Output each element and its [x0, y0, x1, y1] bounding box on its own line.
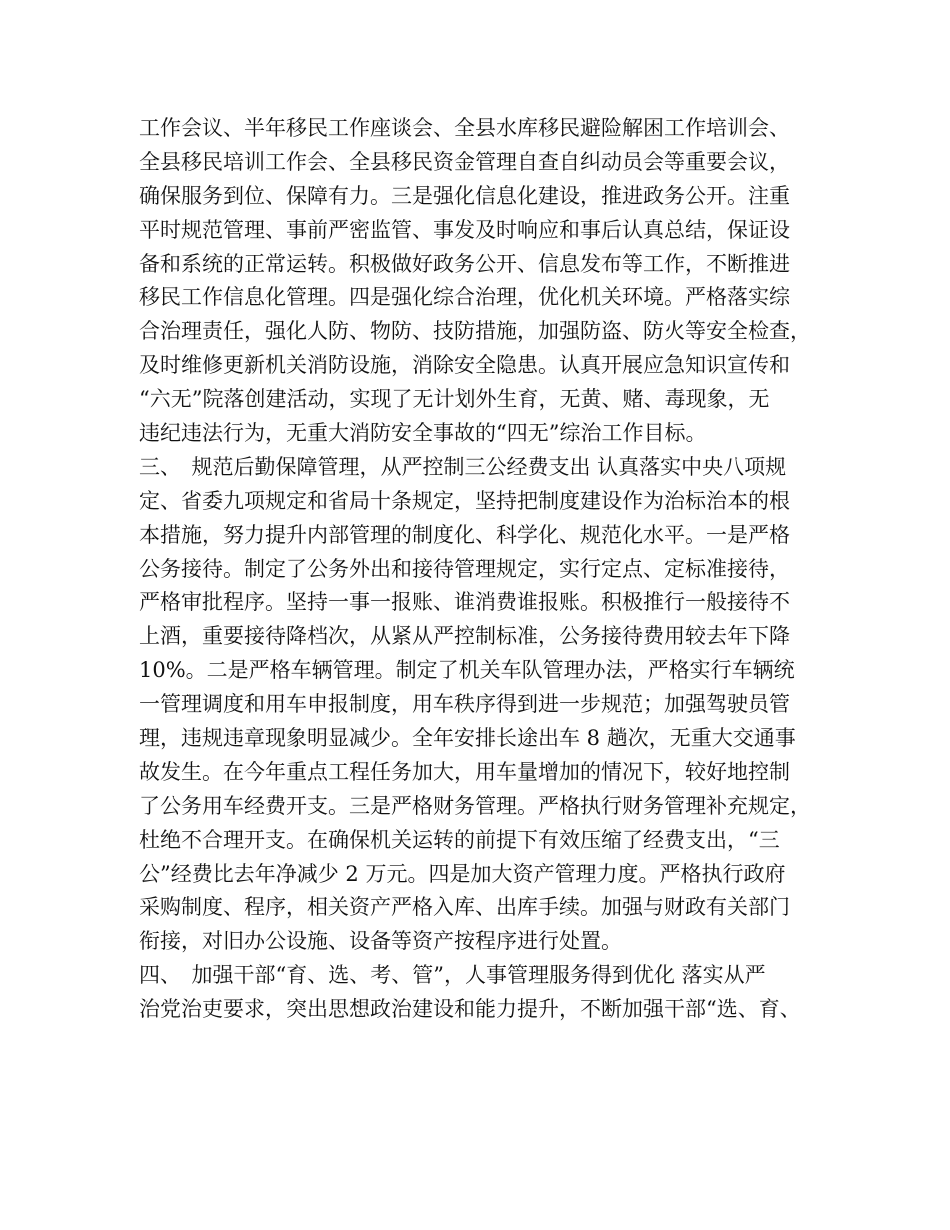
text-line: 平时规范管理、事前严密监管、事发及时响应和事后认真总结，保证设: [139, 217, 790, 242]
text-line: 本措施，努力提升内部管理的制度化、科学化、规范化水平。一是严格: [139, 522, 790, 547]
text-line: 公务接待。制定了公务外出和接待管理规定，实行定点、定标准接待，: [139, 556, 790, 581]
text-line: 采购制度、程序，相关资产严格入库、出库手续。加强与财政有关部门: [139, 895, 790, 920]
text-line: 了公务用车经费开支。三是严格财务管理。严格执行财务管理补充规定，: [139, 793, 811, 818]
text-line: 杜绝不合理开支。在确保机关运转的前提下有效压缩了经费支出，“三: [139, 827, 780, 852]
text-line: 备和系统的正常运转。积极做好政务公开、信息发布等工作，不断推进: [139, 251, 790, 276]
text-line: 严格审批程序。坚持一事一报账、谁消费谁报账。积极推行一般接待不: [139, 590, 790, 615]
text-line: 一管理调度和用车申报制度，用车秩序得到进一步规范；加强驾驶员管: [139, 692, 790, 717]
text-line: 移民工作信息化管理。四是强化综合治理，优化机关环境。严格落实综: [139, 285, 790, 310]
text-line: 公”经费比去年净减少 2 万元。四是加大资产管理力度。严格执行政府: [139, 861, 786, 886]
text-line: 定、省委九项规定和省局十条规定，坚持把制度建设作为治标治本的根: [139, 488, 790, 513]
text-line: 及时维修更新机关消防设施，消除安全隐患。认真开展应急知识宣传和: [139, 353, 790, 378]
section-heading-line: 三、 规范后勤保障管理，从严控制三公经费支出 认真落实中央八项规: [139, 454, 787, 479]
text-line: “六无”院落创建活动，实现了无计划外生育，无黄、赌、毒现象，无: [139, 387, 770, 412]
text-line: 治党治吏要求，突出思想政治建设和能力提升，不断加强干部“选、育、: [139, 997, 801, 1022]
text-line: 全县移民培训工作会、全县移民资金管理自查自纠动员会等重要会议，: [139, 149, 790, 174]
body-text: [139, 112, 829, 1027]
text-line: 违纪违法行为，无重大消防安全事故的“四无”综治工作目标。: [139, 421, 707, 446]
text-line: 合治理责任，强化人防、物防、技防措施，加强防盗、防火等安全检查，: [139, 319, 811, 344]
text-line: 10%。二是严格车辆管理。制定了机关车队管理办法，严格实行车辆统: [139, 658, 795, 683]
text-line: 衔接，对旧办公设施、设备等资产按程序进行处置。: [139, 929, 622, 954]
section-heading-line: 四、 加强干部“育、选、考、管”，人事管理服务得到优化 落实从严: [139, 963, 766, 988]
text-line: 理，违规违章现象明显减少。全年安排长途出车 8 趟次，无重大交通事: [139, 726, 796, 751]
text-line: 故发生。在今年重点工程任务加大，用车量增加的情况下，较好地控制: [139, 759, 790, 784]
text-line: 工作会议、半年移民工作座谈会、全县水库移民避险解困工作培训会、: [139, 116, 790, 140]
text-line: 确保服务到位、保障有力。三是强化信息化建设，推进政务公开。注重: [139, 183, 790, 208]
text-line: 上酒，重要接待降档次，从紧从严控制标准，公务接待费用较去年下降: [139, 624, 790, 649]
